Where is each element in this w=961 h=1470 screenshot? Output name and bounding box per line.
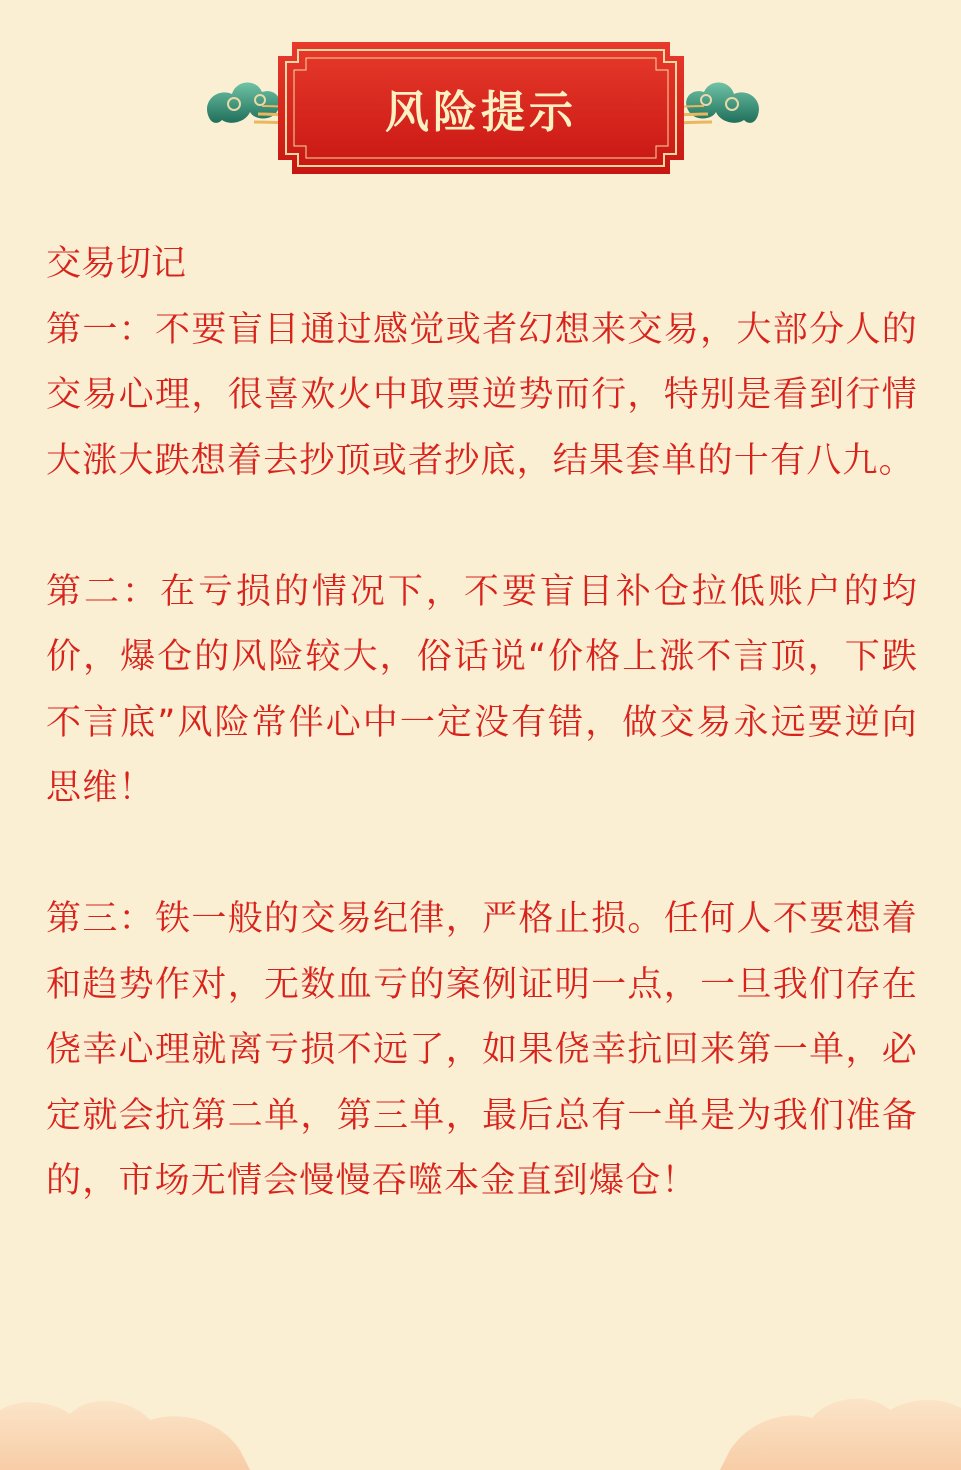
paragraph-second: 第二：在亏损的情况下，不要盲目补仓拉低账户的均价，爆仓的风险较大，俗话说“价格上涨不言顶，下跌不言底”风险常伴心中一定没有错，做交易永远要逆向思维！ (46, 571, 918, 808)
header-banner (0, 0, 961, 200)
section-heading: 交易切记 (46, 244, 187, 284)
bottom-cloud-decoration (0, 1380, 961, 1470)
paragraph-first: 第一：不要盲目通过感觉或者幻想来交易，大部分人的交易心理，很喜欢火中取票逆势而行，特别是看到行情大涨大跌想着去抄顶或者抄底，结果套单的十有八九。 (46, 309, 918, 481)
paragraph-third: 第三：铁一般的交易纪律，严格止损。任何人不要想着和趋势作对，无数血亏的案例证明一点，一旦我们存在侥幸心理就离亏损不远了，如果侥幸抗回来第一单，必定就会抗第二单，第三单，最后总有一单是为我们准备的，市场无情会慢慢吞噬本金直到爆仓！ (46, 899, 918, 1201)
banner-title: 风险提示 (385, 87, 577, 138)
risk-notice-content (46, 232, 918, 1215)
